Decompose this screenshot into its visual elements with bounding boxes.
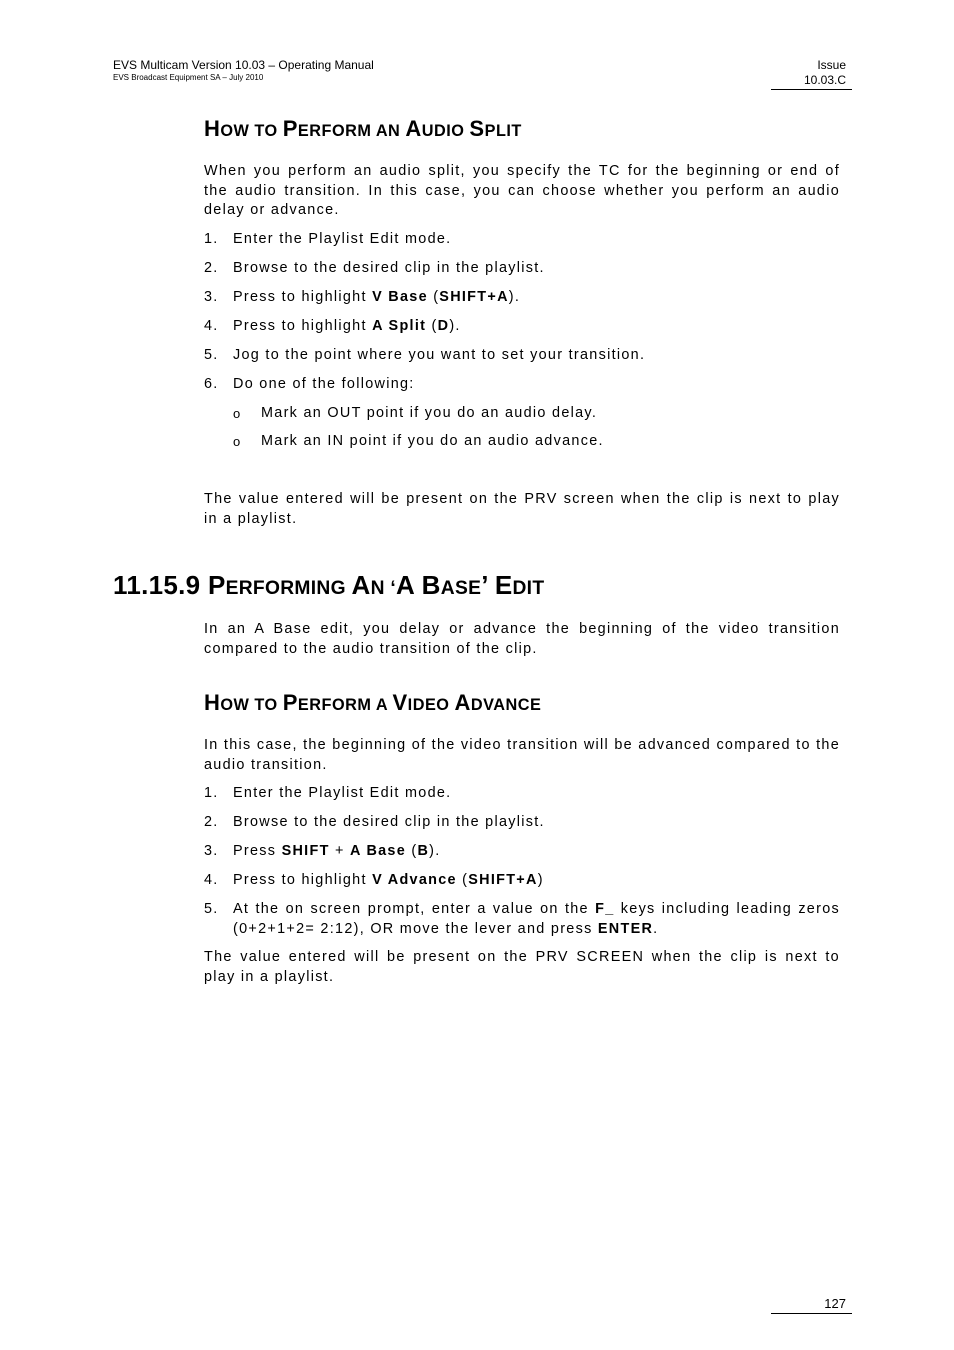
heading-video-advance: HOW TO PERFORM A VIDEO ADVANCE [204,690,542,715]
manual-title: EVS Multicam Version 10.03 – Operating Manual [113,58,374,72]
page-number: 127 [771,1296,852,1314]
issue-block [771,58,852,90]
publisher-line: EVS Broadcast Equipment SA – July 2010 [113,73,264,82]
section-title-a-base-edit: 11.15.9 PERFORMING AN ‘A BASE’ EDIT [113,570,545,600]
page-header [113,58,374,83]
bullet-icon: o [233,434,242,449]
issue-label: Issue [817,58,846,72]
audio-split-outro: The value entered will be present on the PRV screen when the clip is next to play in a playlist. [204,491,840,527]
heading-audio-split: HOW TO PERFORM AN AUDIO SPLIT [204,116,522,141]
video-advance-outro: The value entered will be present on the PRV SCREEN when the clip is next to play in a playlist. [204,949,840,985]
bullet-icon: o [233,406,242,421]
audio-split-intro: When you perform an audio split, you specify the TC for the beginning or end of the audio transition. In this case, you can choose whether you perform an audio delay or advance. [204,163,840,218]
issue-number: 10.03.C [771,73,852,90]
a-base-intro: In an A Base edit, you delay or advance the beginning of the video transition compared to the audio transition of the clip. [204,621,840,657]
video-advance-intro: In this case, the beginning of the video transition will be advanced compared to the audio transition. [204,737,840,773]
